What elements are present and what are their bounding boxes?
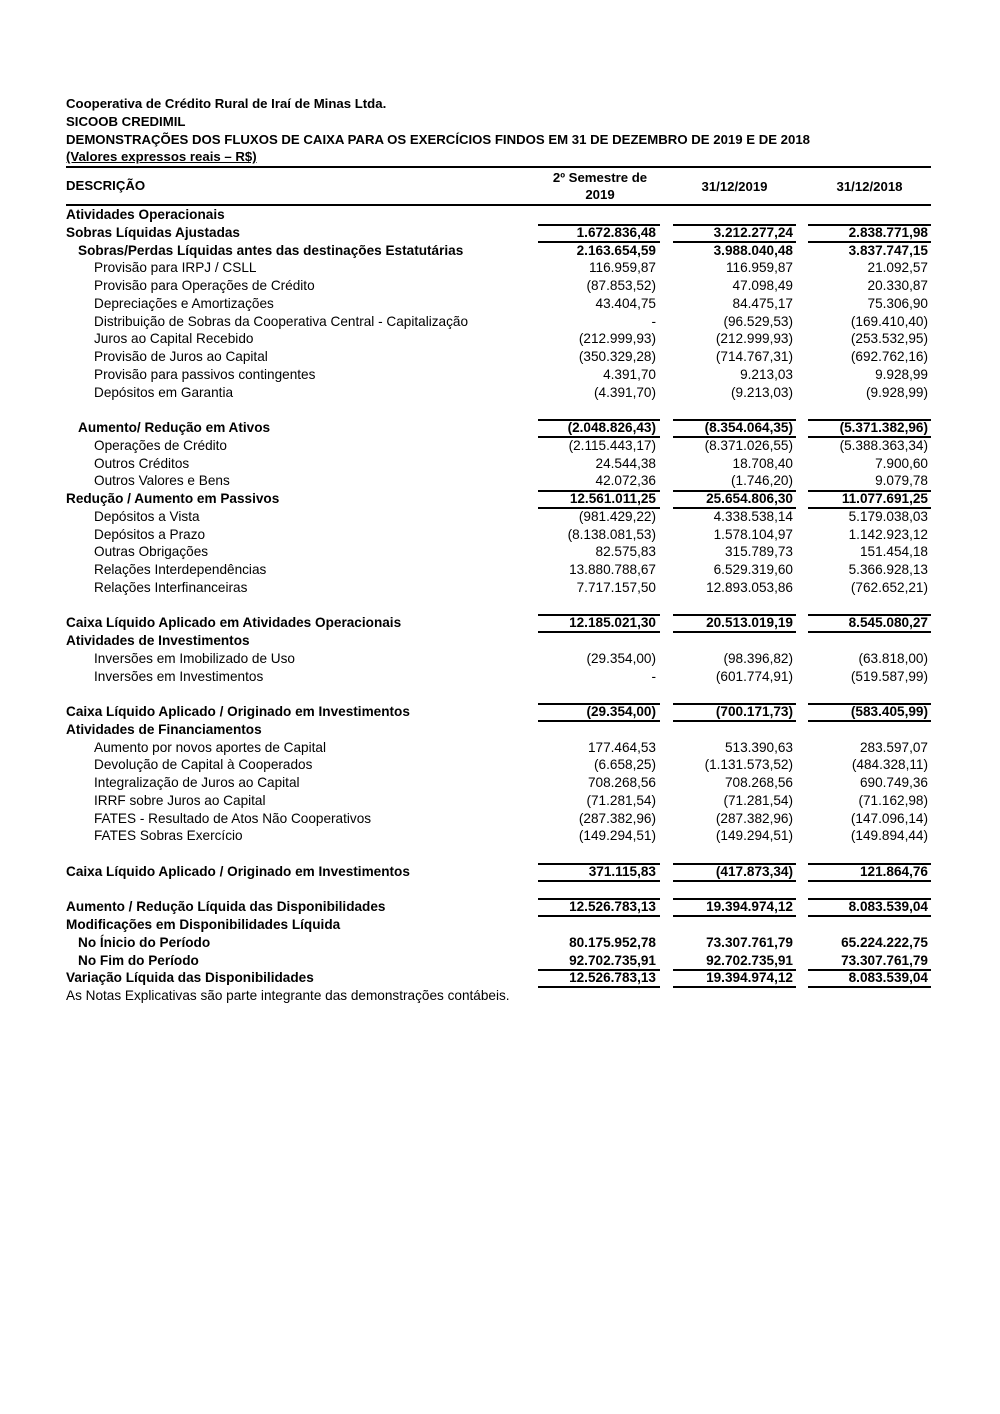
total-rule-top [673,969,796,971]
row-value-3: 8.545.080,27 [848,615,928,631]
row-label: Caixa Líquido Aplicado / Originado em Investimentos [66,704,410,719]
row-value-2: 47.098,49 [732,278,793,293]
total-rule-top [673,224,796,226]
row-value-2: (1.746,20) [731,473,793,489]
row-label: Provisão para passivos contingentes [94,366,316,382]
row-value-3: (253.532,95) [850,331,928,347]
row-value-2: (1.131.573,52) [704,757,793,773]
row-label: FATES - Resultado de Atos Não Cooperativos [94,810,372,826]
column-header-semester-line1: 2º Semestre de [552,170,648,185]
table-row [66,969,931,987]
total-rule-top [538,224,660,226]
row-value-3: 151.454,18 [859,544,928,560]
row-label: Provisão de Juros ao Capital [94,349,268,364]
units-note: (Valores expressos reais – R$) [66,149,257,165]
row-label: No Fim do Período [78,952,199,968]
row-label: Distribuição de Sobras da Cooperativa Central - Capitalização [94,313,469,329]
table-row [66,792,931,810]
row-label: Atividades de Investimentos [66,633,250,648]
row-value-2: 513.390,63 [724,739,793,755]
total-rule-top [808,969,931,971]
row-label: Variação Líquida das Disponibilidades [66,970,314,986]
row-value-2: 9.213,03 [740,366,793,382]
spacer-row [66,845,931,863]
row-label: Devolução de Capital à Cooperados [94,757,313,773]
row-value-2: (601.774,91) [715,668,793,684]
row-value-1: (149.294,51) [578,828,656,844]
row-value-1: - [651,668,656,684]
row-value-2: (714.767,31) [715,349,793,364]
row-value-2: 708.268,56 [724,775,793,790]
row-value-3: (519.587,99) [850,668,928,684]
row-value-3: (169.410,40) [850,313,928,329]
column-header-semester [538,169,662,203]
row-value-3: 75.306,90 [867,295,928,311]
total-rule-top [808,614,931,616]
row-value-3: 8.083.539,04 [848,970,928,986]
row-label: Provisão para IRPJ / CSLL [94,260,257,276]
total-rule-top [538,863,660,865]
row-label: Inversões em Imobilizado de Uso [94,650,295,666]
row-value-1: 42.072,36 [595,473,656,489]
row-value-2: (9.213,03) [731,384,793,400]
row-value-1: (8.138.081,53) [567,526,656,542]
total-rule-top [808,419,931,421]
row-label: IRRF sobre Juros ao Capital [94,792,266,808]
row-label: Operações de Crédito [94,437,227,453]
total-rule-top [808,863,931,865]
table-row [66,774,931,792]
row-value-1: 7.717.157,50 [576,579,656,595]
row-value-1: 82.575,83 [595,544,656,560]
row-value-3: 9.928,99 [875,366,928,382]
table-row [66,455,931,473]
row-value-2: 3.212.277,24 [713,224,793,240]
row-label: Modificações em Disponibilidades Líquida [66,917,341,932]
row-value-1: (212.999,93) [578,331,656,347]
row-value-2: 4.338.538,14 [713,508,793,524]
row-label: Caixa Líquido Aplicado / Originado em Investimentos [66,863,410,879]
row-value-2: (96.529,53) [723,313,793,329]
total-rule-top [673,490,796,492]
table-row [66,810,931,828]
row-value-2: 92.702.735,91 [706,952,793,968]
row-label: FATES Sobras Exercício [94,828,243,844]
row-value-1: 43.404,75 [595,295,656,311]
row-value-3: 5.366.928,13 [848,562,928,577]
row-label: Redução / Aumento em Passivos [66,491,280,506]
table-row [66,739,931,757]
row-value-3: 2.838.771,98 [848,224,928,240]
row-value-3: (484.328,11) [851,757,928,773]
row-value-1: 116.959,87 [588,260,656,276]
row-label: No Ínicio do Período [78,934,211,950]
table-row [66,898,931,916]
spacer-row [66,401,931,419]
footer-note-text: As Notas Explicativas são parte integrante das demonstrações contábeis. [66,988,510,1003]
row-value-2: 315.789,73 [724,544,793,560]
table-row [66,952,931,970]
row-label: Sobras Líquidas Ajustadas [66,224,240,240]
row-value-2: (417.873,34) [715,863,793,879]
table-row [66,561,931,579]
row-value-1: 371.115,83 [588,863,656,879]
row-value-1: (6.658,25) [594,757,656,773]
row-value-1: (4.391,70) [594,384,656,400]
table-row [66,259,931,277]
row-label: Inversões em Investimentos [94,668,264,684]
row-value-2: 116.959,87 [725,260,793,276]
row-value-1: (29.354,00) [586,650,656,666]
row-value-1: (71.281,54) [586,792,656,808]
row-value-2: 1.578.104,97 [713,526,793,542]
row-value-1: 2.163.654,59 [576,242,656,258]
row-value-2: 18.708,40 [732,455,793,471]
row-value-3: 7.900,60 [875,455,928,471]
row-value-2: 3.988.040,48 [713,242,793,258]
row-label: Outras Obrigações [94,544,209,560]
table-row [66,650,931,668]
row-value-3: 3.837.747,15 [848,242,928,258]
row-value-1: 708.268,56 [587,775,656,790]
table-row [66,526,931,544]
total-rule-top [673,614,796,616]
row-label: Sobras/Perdas Líquidas antes das destinações Estatutárias [78,242,464,258]
row-value-1: (87.853,52) [586,278,656,293]
row-label: Atividades de Financiamentos [66,721,262,737]
column-header-2019: 31/12/2019 [701,179,768,194]
row-value-1: 4.391,70 [603,366,656,382]
table-row [66,756,931,774]
row-value-1: - [651,313,656,329]
cash-flow-table [66,206,931,1005]
column-header-description: DESCRIÇÃO [66,178,146,193]
row-value-2: 25.654.806,30 [706,491,793,506]
row-value-3: (762.652,21) [850,579,928,595]
table-row [66,721,931,739]
row-label: Outros Créditos [94,455,190,471]
row-value-3: 20.330,87 [867,278,928,293]
row-label: Depósitos a Prazo [94,526,206,542]
row-value-1: 1.672.836,48 [576,224,656,240]
row-label: Depósitos em Garantia [94,384,234,400]
total-rule-top [538,419,660,421]
row-value-3: (149.894,44) [850,828,928,844]
row-label: Relações Interdependências [94,562,267,577]
row-value-2: 19.394.974,12 [706,899,793,915]
table-row [66,863,931,881]
row-value-1: (350.329,28) [578,349,656,364]
row-value-3: 121.864,76 [859,863,928,879]
row-value-2: 19.394.974,12 [706,970,793,986]
table-row [66,579,931,597]
spacer-row [66,685,931,703]
table-row [66,277,931,295]
row-value-3: (9.928,99) [866,384,928,400]
table-row [66,668,931,686]
row-value-2: 73.307.761,79 [706,934,793,950]
row-value-2: 20.513.019,19 [706,615,793,631]
row-label: Depósitos a Vista [94,508,200,524]
table-row [66,437,931,455]
table-row [66,543,931,561]
table-row [66,206,931,224]
row-value-2: 84.475,17 [732,295,793,311]
table-row [66,472,931,490]
row-value-3: 21.092,57 [867,260,928,276]
company-name: Cooperativa de Crédito Rural de Iraí de Minas Ltda. [66,96,387,111]
table-row [66,490,931,508]
total-rule-top [538,969,660,971]
row-value-1: 12.185.021,30 [569,615,656,631]
row-value-2: 6.529.319,60 [713,562,793,577]
row-label: Juros ao Capital Recebido [94,331,254,347]
row-value-3: 5.179.038,03 [848,508,928,524]
row-value-1: 12.561.011,25 [569,491,656,506]
row-value-1: 12.526.783,13 [569,899,656,915]
total-rule-top [538,703,660,705]
row-value-3: (71.162,98) [858,792,928,808]
table-row [66,703,931,721]
row-value-1: 80.175.952,78 [569,934,656,950]
column-header-2018: 31/12/2018 [836,179,903,194]
statement-title: DEMONSTRAÇÕES DOS FLUXOS DE CAIXA PARA OS EXERCÍCIOS FINDOS EM 31 DE DEZEMBRO DE 2019 E DE 2018 [66,131,811,147]
row-value-3: 65.224.222,75 [841,934,928,950]
row-value-1: (981.429,22) [578,508,656,524]
spacer-row [66,597,931,615]
row-label: Depreciações e Amortizações [94,295,274,311]
total-rule-top [538,614,660,616]
table-row [66,916,931,934]
total-rule-top [673,898,796,900]
table-row [66,508,931,526]
table-row [66,419,931,437]
footer-note [66,987,931,1005]
row-value-1: 92.702.735,91 [569,952,656,968]
total-rule-top [673,863,796,865]
total-rule-top [673,703,796,705]
row-value-3: 1.142.923,12 [848,526,928,542]
row-value-2: (98.396,82) [723,650,793,666]
row-value-3: (147.096,14) [850,810,928,826]
column-header-semester-line2: 2019 [585,187,615,202]
row-label: Atividades Operacionais [66,207,225,222]
total-rule-top [808,490,931,492]
spacer-row [66,881,931,899]
row-value-1: (2.115.443,17) [568,437,656,453]
row-value-2: (8.354.064,35) [704,420,793,435]
table-row [66,384,931,402]
row-label: Relações Interfinanceiras [94,579,248,595]
table-row [66,614,931,632]
row-value-1: (2.048.826,43) [567,420,656,435]
row-label: Provisão para Operações de Crédito [94,278,315,293]
row-label: Integralização de Juros ao Capital [94,775,300,790]
row-value-3: (5.388.363,34) [839,437,928,453]
table-row [66,632,931,650]
row-label: Aumento por novos aportes de Capital [94,739,326,755]
row-value-3: 9.079,78 [875,473,928,489]
table-row [66,934,931,952]
row-value-3: (63.818,00) [858,650,928,666]
row-value-1: 12.526.783,13 [569,970,656,986]
row-label: Aumento / Redução Líquida das Disponibilidades [66,899,386,915]
table-row [66,313,931,331]
row-value-2: (212.999,93) [715,331,793,347]
row-value-2: (8.371.026,55) [704,437,793,453]
column-headers [66,167,931,205]
row-label: Outros Valores e Bens [94,473,230,489]
row-value-3: 8.083.539,04 [848,899,928,915]
row-value-3: 73.307.761,79 [841,952,928,968]
row-label: Caixa Líquido Aplicado em Atividades Operacionais [66,615,402,631]
total-rule-top [538,490,660,492]
brand-name: SICOOB CREDIMIL [66,113,186,129]
table-row [66,295,931,313]
document-header [66,95,931,166]
row-value-3: 11.077.691,25 [841,491,928,506]
row-value-3: 690.749,36 [859,775,928,790]
table-row [66,330,931,348]
row-value-2: (287.382,96) [715,810,793,826]
total-rule-top [673,419,796,421]
row-value-2: (149.294,51) [715,828,793,844]
row-value-3: (692.762,16) [850,349,928,364]
row-value-2: (71.281,54) [723,792,793,808]
row-value-3: (5.371.382,96) [839,420,928,435]
row-value-2: (700.171,73) [715,704,793,719]
row-value-1: (287.382,96) [578,810,656,826]
total-rule-top [538,898,660,900]
table-row [66,366,931,384]
table-row [66,348,931,366]
table-row [66,827,931,845]
row-value-1: 13.880.788,67 [569,562,656,577]
row-label: Aumento/ Redução em Ativos [78,420,271,435]
total-rule-top [808,898,931,900]
row-value-1: 24.544,38 [595,455,656,471]
table-row [66,224,931,242]
row-value-3: (583.405,99) [850,704,928,719]
row-value-1: 177.464,53 [587,739,656,755]
total-rule-top [808,703,931,705]
table-row [66,242,931,260]
total-rule-top [808,224,931,226]
row-value-1: (29.354,00) [586,704,656,719]
row-value-2: 12.893.053,86 [706,579,793,595]
row-value-3: 283.597,07 [859,739,928,755]
